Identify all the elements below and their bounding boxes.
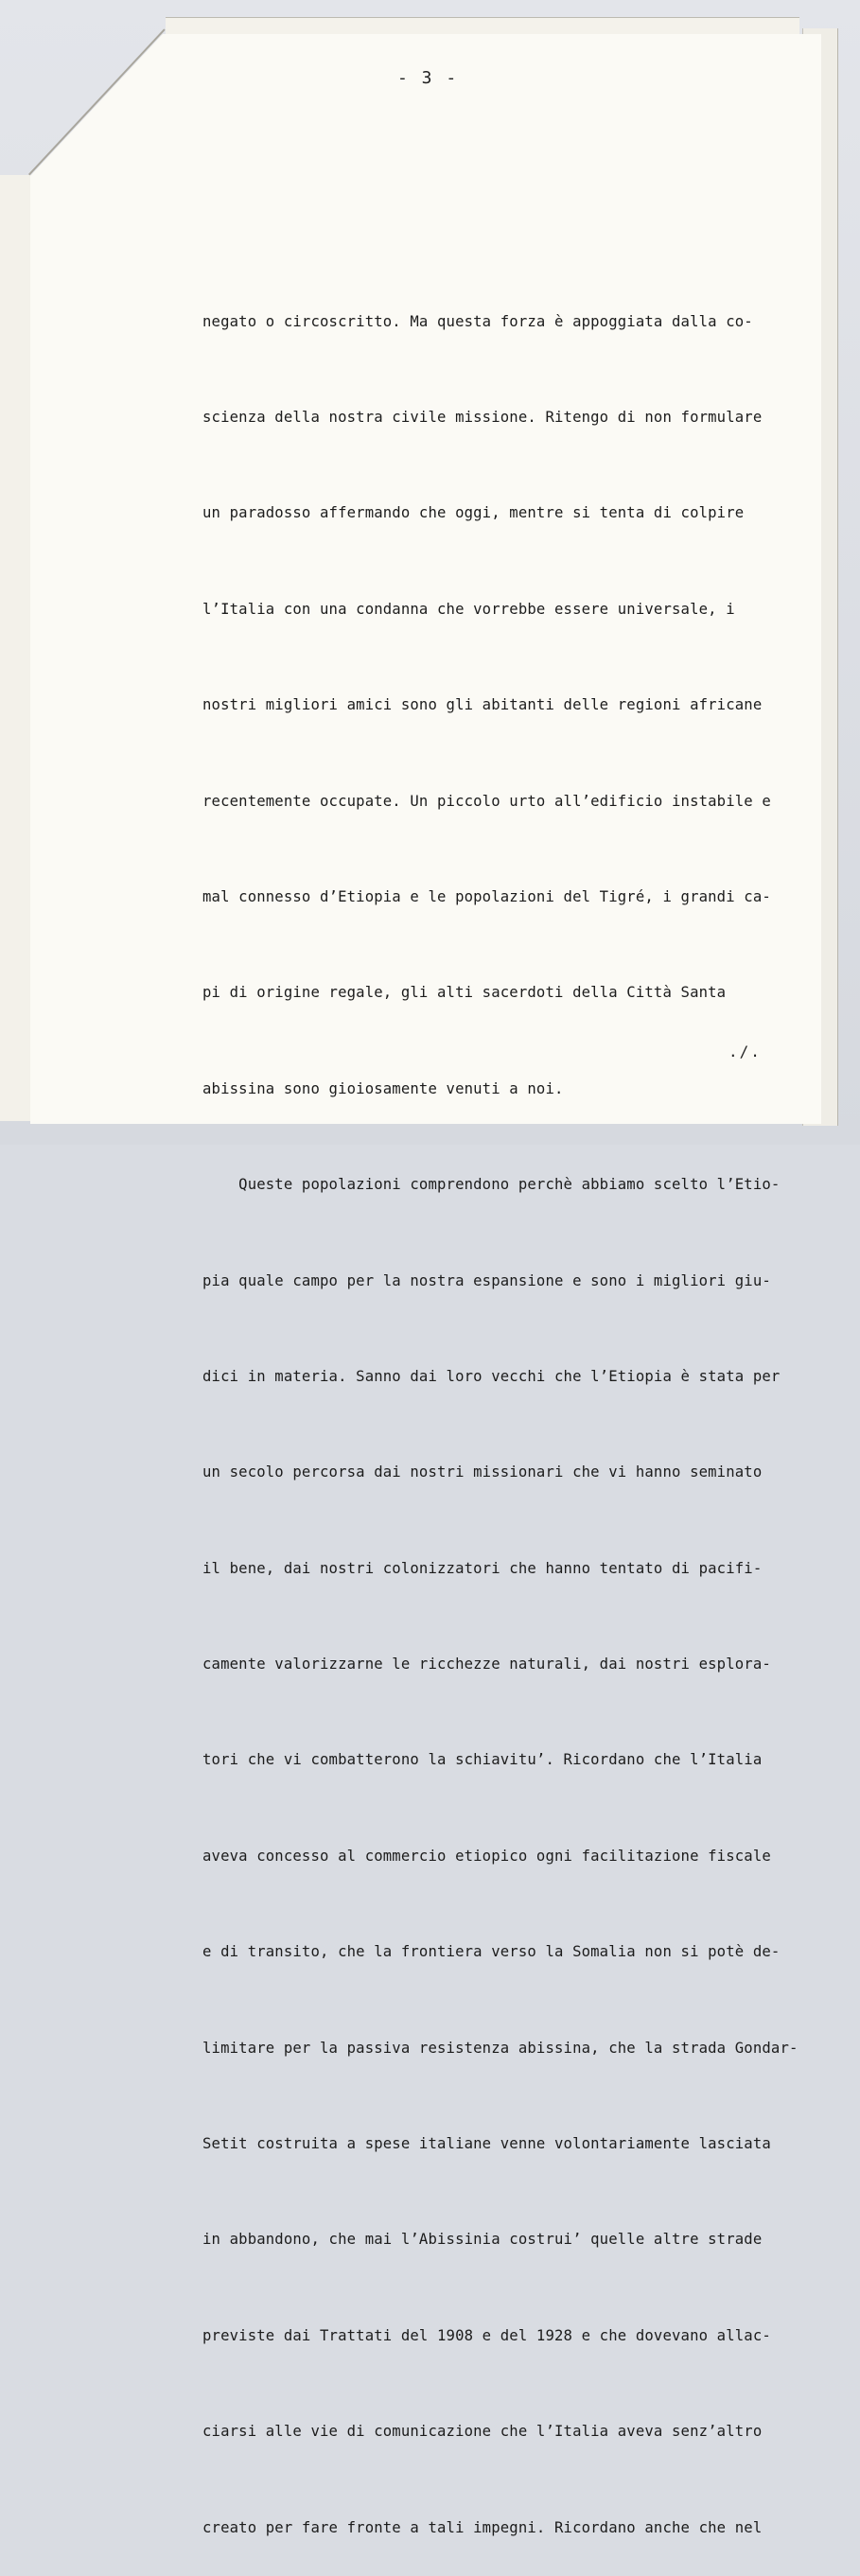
text-line: nostri migliori amici sono gli abitanti delle regioni africane [202,696,763,714]
text-line: creato per fare fronte a tali impegni. Ricordano anche che nel [202,2518,763,2536]
text-line: ciarsi alle vie di comunicazione che l’Italia aveva senz’altro [202,2423,763,2441]
text-line: Setit costruita a spese italiane venne volontariamente lasciata [202,2135,771,2153]
text-line: camente valorizzarne le ricchezze naturali, dai nostri esplora- [202,1656,771,1674]
text-line: pia quale campo per la nostra espansione e sono i migliori giu- [202,1271,771,1289]
text-line: negato o circoscritto. Ma questa forza è appoggiata dalla co- [202,312,753,330]
text-line: un secolo percorsa dai nostri missionari che vi hanno seminato [202,1463,763,1481]
text-line: abissina sono gioiosamente venuti a noi. [202,1079,564,1097]
text-line: scienza della nostra civile missione. Ritengo di non formulare [202,408,763,426]
continuation-mark: ./. [728,1043,762,1060]
text-line: previste dai Trattati del 1908 e del 1928 e che dovevano allac- [202,2326,771,2344]
text-line: il bene, dai nostri colonizzatori che hanno tentato di pacifi- [202,1559,763,1577]
text-line: e di transito, che la frontiera verso la Somalia non si potè de- [202,1943,781,1961]
text-line: Queste popolazioni comprendono perchè abbiamo scelto l’Etio- [202,1176,781,1194]
text-line: in abbandono, che mai l’Abissinia costrui’ quelle altre strade [202,2231,763,2249]
text-line: un paradosso affermando che oggi, mentre si tenta di colpire [202,504,745,522]
text-line: limitare per la passiva resistenza abissina, che la strada Gondar- [202,2039,799,2057]
text-line: l’Italia con una condanna che vorrebbe essere universale, i [202,600,735,618]
text-line: recentemente occupate. Un piccolo urto all’edificio instabile e [202,792,771,810]
text-line: dici in materia. Sanno dai loro vecchi che l’Etiopia è stata per [202,1367,781,1385]
text-line: aveva concesso al commercio etiopico ogni facilitazione fiscale [202,1847,771,1865]
page-number: - 3 - [397,68,459,88]
typewritten-body [202,242,836,2576]
text-line: mal connesso d’Etiopia e le popolazioni del Tigré, i grandi ca- [202,887,771,905]
text-line: pi di origine regale, gli alti sacerdoti della Città Santa [202,984,727,1002]
text-line: tori che vi combatterono la schiavitu’. Ricordano che l’Italia [202,1751,763,1769]
